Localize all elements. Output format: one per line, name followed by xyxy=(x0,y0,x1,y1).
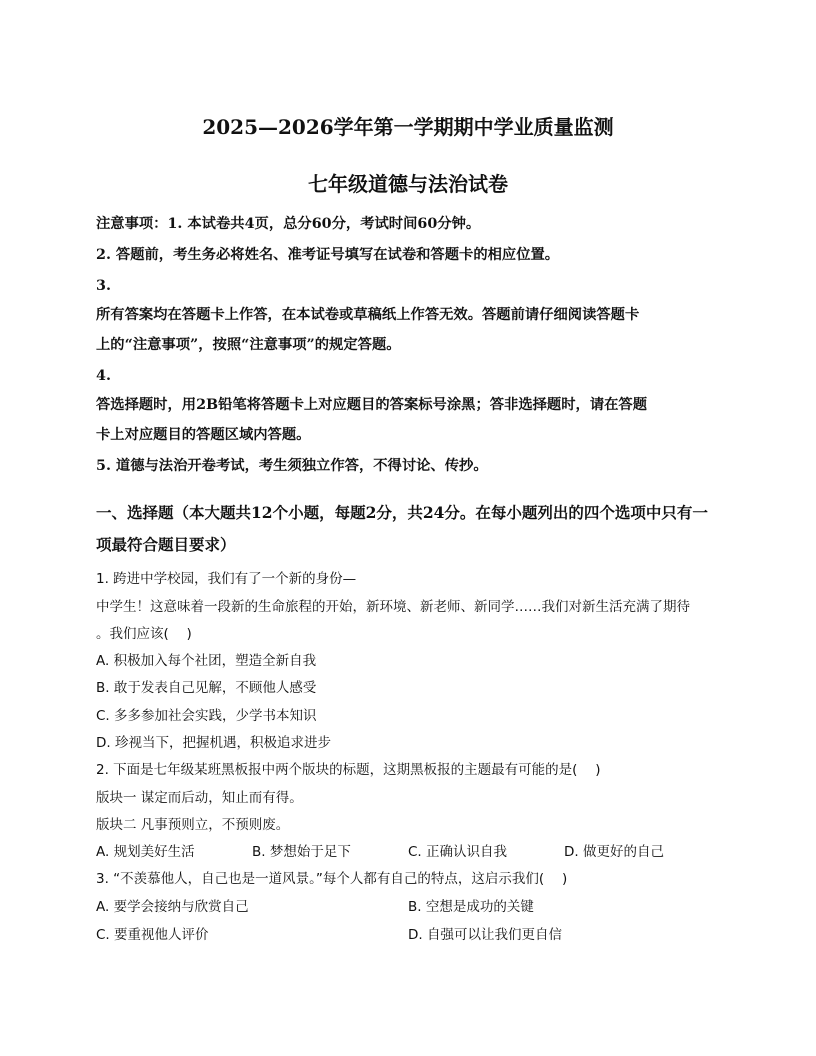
section-heading-b: 项最符合题目要求） xyxy=(96,535,236,554)
question-2-stem-c: 版块二 凡事预则立，不预则废。 xyxy=(96,817,290,833)
question-2-option-c: C. 正确认识自我 xyxy=(408,844,508,860)
notes-line-3b: 上的“注意事项”，按照“注意事项”的规定答题。 xyxy=(96,337,401,353)
question-3-option-b: B. 空想是成功的关键 xyxy=(408,899,534,915)
notes-line-4-number: 4. xyxy=(96,368,111,384)
question-3-option-d: D. 自强可以让我们更自信 xyxy=(408,927,562,943)
question-1-stem-c: 。我们应该( ) xyxy=(96,626,192,642)
section-heading-a: 一、选择题（本大题共12个小题，每题2分，共24分。在每小题列出的四个选项中只有一 xyxy=(96,503,708,522)
question-2-option-b: B. 梦想始于足下 xyxy=(252,844,351,860)
question-2-option-d: D. 做更好的自己 xyxy=(564,844,664,860)
question-1-option-c: C. 多多参加社会实践，少学书本知识 xyxy=(96,708,317,724)
question-1-option-a: A. 积极加入每个社团，塑造全新自我 xyxy=(96,653,317,669)
question-3-options-row-1 xyxy=(96,897,726,917)
exam-subtitle: 七年级道德与法治试卷 xyxy=(308,172,508,196)
notes-line-4b: 卡上对应题目的答题区域内答题。 xyxy=(96,427,311,443)
exam-title: 2025—2026学年第一学期期中学业质量监测 xyxy=(202,115,614,139)
question-2-options-row xyxy=(96,842,726,862)
notes-line-3-number: 3. xyxy=(96,278,111,294)
notes-line-4a: 答选择题时，用2B铅笔将答题卡上对应题目的答案标号涂黑；答非选择题时，请在答题 xyxy=(96,397,648,413)
notes-line-3a: 所有答案均在答题卡上作答，在本试卷或草稿纸上作答无效。答题前请仔细阅读答题卡 xyxy=(96,307,640,323)
question-3-option-a: A. 要学会接纳与欣赏自己 xyxy=(96,899,249,915)
notes-line-1: 注意事项：1. 本试卷共4页，总分60分，考试时间60分钟。 xyxy=(96,216,481,232)
question-1-option-b: B. 敢于发表自己见解，不顾他人感受 xyxy=(96,680,317,696)
question-1-stem-a: 1. 跨进中学校园，我们有了一个新的身份— xyxy=(96,571,357,587)
question-3-options-row-2 xyxy=(96,925,726,945)
notes-line-5: 5. 道德与法治开卷考试，考生须独立作答，不得讨论、传抄。 xyxy=(96,458,488,474)
question-1-option-d: D. 珍视当下，把握机遇，积极追求进步 xyxy=(96,735,331,751)
question-3-stem: 3. “不羡慕他人，自己也是一道风景。”每个人都有自己的特点，这启示我们( ) xyxy=(96,871,568,887)
question-2-stem-b: 版块一 谋定而后动，知止而有得。 xyxy=(96,790,303,806)
question-1-stem-b: 中学生！这意味着一段新的生命旅程的开始，新环境、新老师、新同学……我们对新生活充满了期待 xyxy=(96,599,690,615)
question-2-option-a: A. 规划美好生活 xyxy=(96,844,195,860)
question-3-option-c: C. 要重视他人评价 xyxy=(96,927,209,943)
question-2-stem-a: 2. 下面是七年级某班黑板报中两个版块的标题，这期黑板报的主题最有可能的是( ) xyxy=(96,762,601,778)
notes-line-2: 2. 答题前，考生务必将姓名、准考证号填写在试卷和答题卡的相应位置。 xyxy=(96,247,560,263)
